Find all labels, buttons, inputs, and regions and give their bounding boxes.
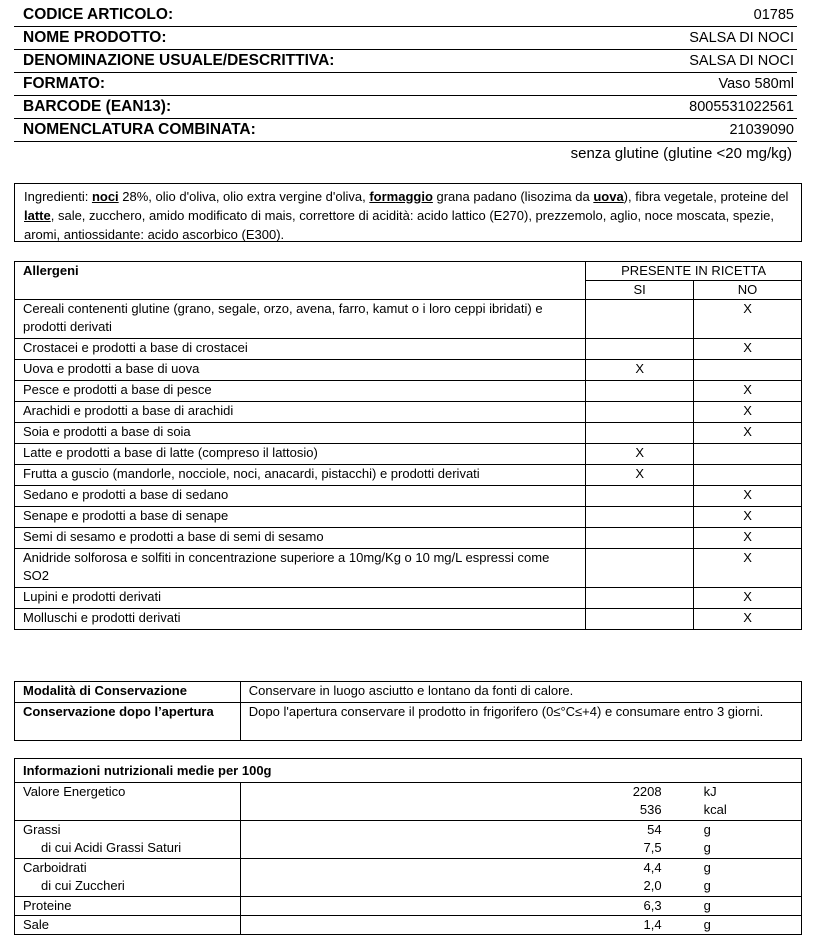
energy-kj: 2208 [632, 784, 662, 799]
energy-kcal: 536 [639, 802, 662, 817]
unit-g: g [692, 916, 802, 935]
header-value: SALSA DI NOCI [689, 53, 794, 69]
no-header: NO [694, 281, 802, 300]
header-row-codice [14, 4, 797, 27]
table-row [15, 339, 802, 360]
carb-label: Carboidrati [23, 860, 87, 875]
allergen-highlight: noci [91, 189, 119, 204]
table-row [15, 821, 802, 859]
allergen-name: Cereali contenenti glutine (grano, segale, orzo, avena, farro, kamut o i loro ceppi ibridati) e prodotti derivati [15, 300, 586, 339]
table-row [15, 300, 802, 339]
allergen-name: Arachidi e prodotti a base di arachidi [15, 402, 586, 423]
allergens-table [14, 261, 802, 630]
unit-kj: kJ [703, 784, 717, 799]
header-value: 8005531022561 [689, 99, 794, 115]
allergen-name: Molluschi e prodotti derivati [15, 609, 586, 630]
header-row-nomenclatura [14, 119, 797, 142]
allergen-name: Senape e prodotti a base di senape [15, 507, 586, 528]
header-label: NOME PRODOTTO: [23, 29, 167, 46]
allergen-si [586, 339, 694, 360]
nutrient-values [240, 821, 691, 859]
allergen-no: X [694, 588, 802, 609]
protein-value: 6,3 [240, 897, 691, 916]
nutrient-label [15, 859, 241, 897]
conservation-label: Modalità di Conservazione [15, 682, 241, 703]
sugar-value: 2,0 [643, 878, 662, 893]
nutrient-label [15, 821, 241, 859]
allergen-no: X [694, 381, 802, 402]
sat-value: 7,5 [643, 840, 662, 855]
allergen-si [586, 381, 694, 402]
header-row-nome [14, 27, 797, 50]
header-label: DENOMINAZIONE USUALE/DESCRITTIVA: [23, 52, 335, 69]
allergen-name: Anidride solforosa e solfiti in concentrazione superiore a 10mg/Kg o 10 mg/L espressi come SO2 [15, 549, 586, 588]
table-row [15, 486, 802, 507]
allergen-si [586, 486, 694, 507]
table-row [15, 360, 802, 381]
ingredients-box [14, 183, 802, 242]
gluten-note: senza glutine (glutine <20 mg/kg) [570, 145, 792, 162]
conservation-table [14, 681, 802, 741]
sugar-label: di cui Zuccheri [41, 878, 125, 893]
table-row [15, 916, 802, 935]
allergen-highlight: latte [24, 208, 51, 223]
unit-g: g [703, 822, 711, 837]
table-row [15, 528, 802, 549]
ingredients-text: Ingredienti: [24, 189, 92, 204]
allergen-no: X [694, 402, 802, 423]
allergen-name: Pesce e prodotti a base di pesce [15, 381, 586, 402]
header-value: Vaso 580ml [718, 76, 794, 92]
table-row [15, 402, 802, 423]
salt-value: 1,4 [240, 916, 691, 935]
ingredients-text: 28%, olio d'oliva, olio extra vergine d'oliva, [118, 189, 370, 204]
nutrient-values [240, 859, 691, 897]
header-label: NOMENCLATURA COMBINATA: [23, 121, 256, 138]
header-value: 21039090 [729, 122, 794, 138]
allergen-highlight: uova [593, 189, 624, 204]
nutrient-label: Sale [15, 916, 241, 935]
header-label: CODICE ARTICOLO: [23, 6, 174, 23]
allergen-si [586, 609, 694, 630]
unit-g: g [692, 897, 802, 916]
table-row [15, 783, 802, 821]
allergen-no: X [694, 423, 802, 444]
nutrition-table [14, 758, 802, 935]
allergen-si [586, 423, 694, 444]
nutrient-label: Proteine [15, 897, 241, 916]
nutrient-values [240, 783, 691, 821]
ingredients-text: ), fibra vegetale, proteine del [623, 189, 789, 204]
allergen-no: X [694, 300, 802, 339]
table-row [15, 381, 802, 402]
header-row-barcode [14, 96, 797, 119]
allergen-si [586, 402, 694, 423]
header-row-denominazione [14, 50, 797, 73]
allergen-no: X [694, 486, 802, 507]
fat-value: 54 [647, 822, 662, 837]
carb-value: 4,4 [643, 860, 662, 875]
allergen-si [586, 528, 694, 549]
table-row [15, 682, 802, 703]
unit-g: g [703, 878, 711, 893]
nutrient-units [692, 783, 802, 821]
table-row [15, 507, 802, 528]
allergen-no: X [694, 609, 802, 630]
unit-g: g [703, 840, 711, 855]
allergen-no [694, 465, 802, 486]
ingredients-text: , sale, zucchero, amido modificato di mais, correttore di acidità: acido lattico (E270), prezzemolo, aglio, noce moscata, spezie, aromi, antiossidante: acido ascorbico (E300). [24, 208, 775, 242]
header-label: BARCODE (EAN13): [23, 98, 172, 115]
nutrient-units [692, 859, 802, 897]
ingredients-text: grana padano (lisozima da [432, 189, 594, 204]
header-value: SALSA DI NOCI [689, 30, 794, 46]
allergen-si [586, 300, 694, 339]
allergen-no: X [694, 339, 802, 360]
si-header: SI [586, 281, 694, 300]
nutrient-units [692, 821, 802, 859]
allergen-no: X [694, 549, 802, 588]
nutrition-title: Informazioni nutrizionali medie per 100g [15, 759, 802, 783]
conservation-label: Conservazione dopo l’apertura [15, 703, 241, 741]
allergen-no: X [694, 507, 802, 528]
allergen-si [586, 588, 694, 609]
allergen-name: Uova e prodotti a base di uova [15, 360, 586, 381]
table-row [15, 609, 802, 630]
allergen-si: X [586, 465, 694, 486]
table-row [15, 465, 802, 486]
allergen-name: Crostacei e prodotti a base di crostacei [15, 339, 586, 360]
conservation-value: Dopo l'apertura conservare il prodotto in frigorifero (0≤°C≤+4) e consumare entro 3 giorni. [240, 703, 801, 741]
allergen-highlight: formaggio [369, 189, 433, 204]
unit-kcal: kcal [703, 802, 727, 817]
allergen-no: X [694, 528, 802, 549]
allergens-header-row [15, 262, 802, 281]
allergen-name: Lupini e prodotti derivati [15, 588, 586, 609]
allergen-si: X [586, 360, 694, 381]
table-row [15, 897, 802, 916]
allergen-name: Semi di sesamo e prodotti a base di semi di sesamo [15, 528, 586, 549]
nutrient-label: Valore Energetico [15, 783, 241, 821]
allergen-name: Sedano e prodotti a base di sedano [15, 486, 586, 507]
unit-g: g [703, 860, 711, 875]
allergen-si [586, 507, 694, 528]
allergen-no [694, 360, 802, 381]
allergen-no [694, 444, 802, 465]
table-row [15, 423, 802, 444]
header-label: FORMATO: [23, 75, 106, 92]
allergen-name: Latte e prodotti a base di latte (compreso il lattosio) [15, 444, 586, 465]
allergens-header: Allergeni [15, 262, 586, 300]
sat-label: di cui Acidi Grassi Saturi [41, 840, 182, 855]
table-row [15, 859, 802, 897]
header-row-formato [14, 73, 797, 96]
allergen-si [586, 549, 694, 588]
header-value: 01785 [753, 7, 794, 23]
table-row [15, 444, 802, 465]
present-header: PRESENTE IN RICETTA [586, 262, 802, 281]
table-row [15, 549, 802, 588]
conservation-value: Conservare in luogo asciutto e lontano da fonti di calore. [240, 682, 801, 703]
fat-label: Grassi [23, 822, 61, 837]
allergen-name: Soia e prodotti a base di soia [15, 423, 586, 444]
allergen-si: X [586, 444, 694, 465]
table-row [15, 588, 802, 609]
nutrition-title-row [15, 759, 802, 783]
allergen-name: Frutta a guscio (mandorle, nocciole, noci, anacardi, pistacchi) e prodotti derivati [15, 465, 586, 486]
table-row [15, 703, 802, 741]
